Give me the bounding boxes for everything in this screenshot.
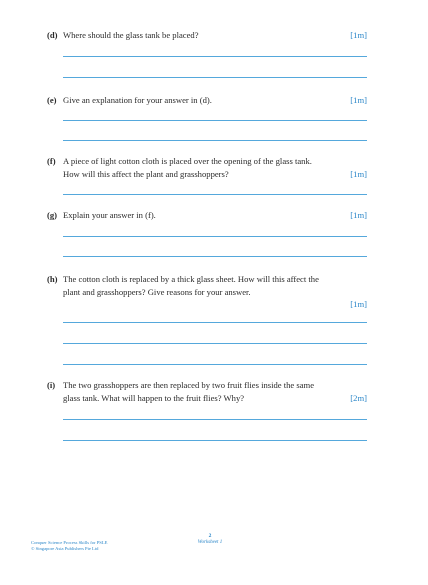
question-label: (h) [47, 274, 58, 284]
answer-line[interactable] [63, 343, 367, 344]
question-d [47, 29, 367, 42]
question-text: How will this affect the plant and grasshoppers? [63, 168, 229, 179]
marks-badge: [1m] [350, 299, 367, 309]
question-label: (i) [47, 380, 56, 390]
answer-line[interactable] [63, 419, 367, 420]
page-number: 2 [208, 533, 212, 539]
question-h [47, 273, 367, 311]
answer-line[interactable] [63, 256, 367, 257]
question-label: (f) [47, 156, 56, 166]
marks-badge: [1m] [350, 95, 367, 105]
answer-line[interactable] [63, 56, 367, 57]
question-text: The cotton cloth is replaced by a thick glass sheet. How will this affect the [63, 274, 319, 284]
footer-publisher [31, 540, 107, 552]
marks-badge: [2m] [350, 392, 367, 403]
answer-line[interactable] [63, 194, 367, 195]
worksheet-label: Worksheet 1 [197, 539, 223, 545]
answer-line[interactable] [63, 140, 367, 141]
answer-line[interactable] [63, 364, 367, 365]
marks-badge: [1m] [350, 210, 367, 220]
marks-badge: [1m] [350, 168, 367, 179]
question-g [47, 209, 367, 222]
answer-line[interactable] [63, 322, 367, 323]
question-text: Where should the glass tank be placed? [63, 30, 199, 40]
question-e [47, 94, 367, 107]
question-label: (g) [47, 210, 58, 220]
question-text: A piece of light cotton cloth is placed over the opening of the glass tank. [63, 156, 312, 166]
question-label: (d) [47, 30, 58, 40]
question-text: plant and grasshoppers? Give reasons for your answer. [63, 286, 251, 297]
footer-page-info [160, 533, 260, 546]
answer-line[interactable] [63, 120, 367, 121]
question-text: glass tank. What will happen to the fruit flies? Why? [63, 392, 245, 403]
question-f [47, 155, 367, 180]
answer-line[interactable] [63, 77, 367, 78]
question-text: Give an explanation for your answer in (d). [63, 95, 212, 105]
answer-line[interactable] [63, 236, 367, 237]
book-title: Conquer Science Process Skills for PSLE [31, 540, 108, 545]
question-text: The two grasshoppers are then replaced by two fruit flies inside the same [63, 380, 315, 390]
marks-badge: [1m] [350, 30, 367, 40]
question-text: Explain your answer in (f). [63, 210, 156, 220]
answer-line[interactable] [63, 440, 367, 441]
copyright-notice: © Singapore Asia Publishers Pte Ltd [31, 546, 99, 551]
question-label: (e) [47, 95, 57, 105]
question-i [47, 379, 367, 404]
